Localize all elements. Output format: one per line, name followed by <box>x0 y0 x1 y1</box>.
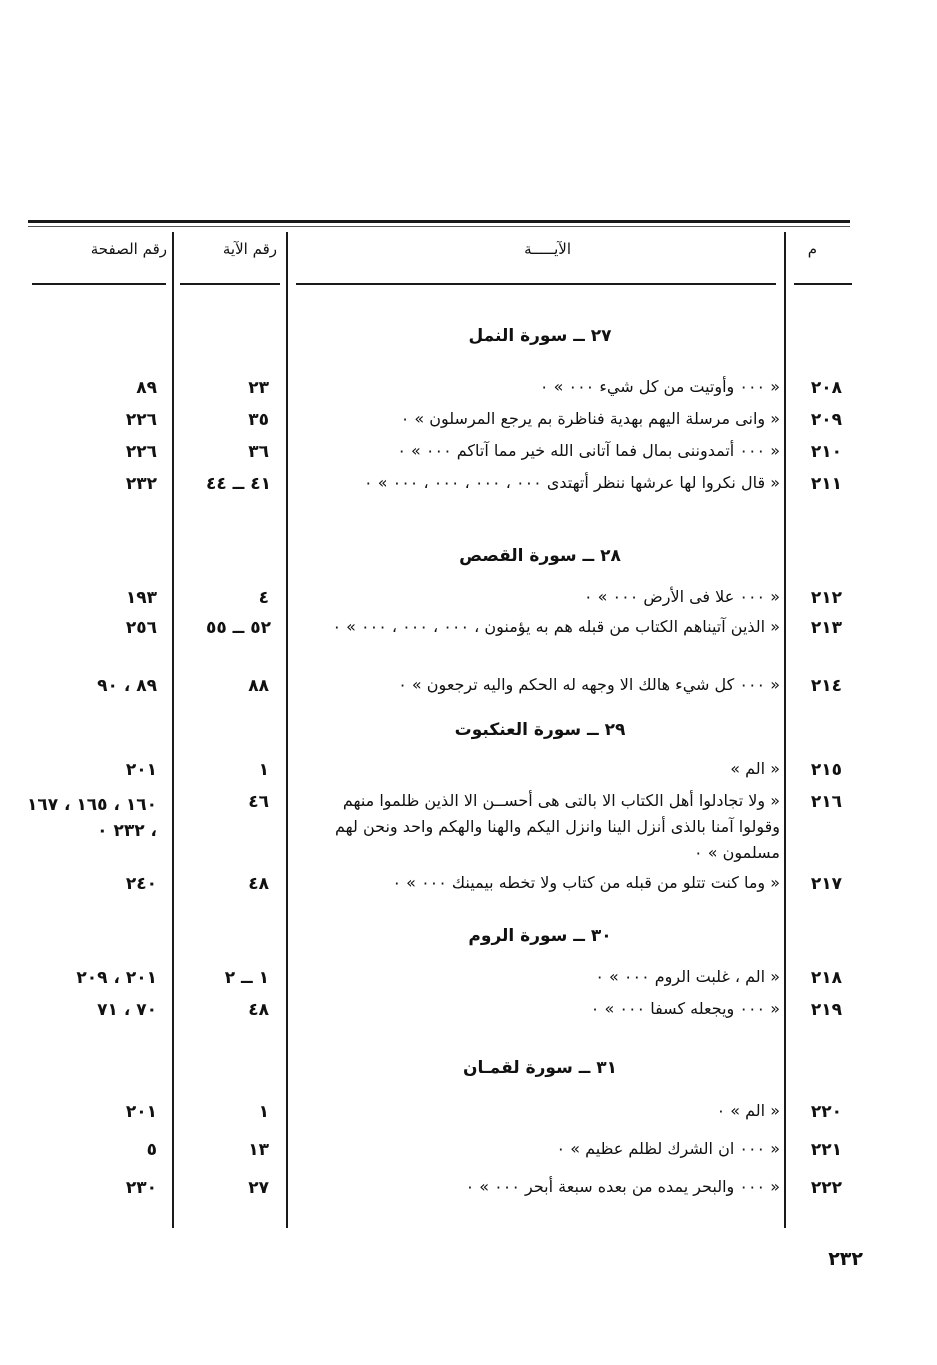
row-verse-text: « الذين آتيناهم الكتاب من قبله هم به يؤمنون ، ٠٠٠ ، ٠٠٠ ، ٠٠٠ » ٠ <box>332 617 780 636</box>
row-page-number: ٧٠ ، ٧١ <box>97 1000 157 1020</box>
row-index: ٢١٩ <box>810 1000 842 1020</box>
row-verse-text: « ٠٠٠ ان الشرك لظلم عظيم » ٠ <box>556 1139 780 1158</box>
column-divider <box>784 232 786 1228</box>
header-underline <box>794 283 852 285</box>
row-verse-number: ٥٢ ــ ٥٥ <box>206 618 271 638</box>
row-index: ٢٠٩ <box>810 410 842 430</box>
row-verse-number: ٢٧ <box>248 1178 269 1198</box>
row-verse-text: « ٠٠٠ والبحر يمده من بعده سبعة أبحر ٠٠٠ » ٠ <box>465 1177 780 1196</box>
header-verse-no: رقم الآية <box>222 240 277 258</box>
section-title: ٢٧ ــ سورة النمل <box>468 326 612 346</box>
row-verse-text: « ٠٠٠ ويجعله كسفا ٠٠٠ » ٠ <box>590 999 780 1018</box>
row-verse-text: « وما كنت تتلو من قبله من كتاب ولا تخطه بيمينك ٠٠٠ » ٠ <box>392 873 780 892</box>
section-title: ٣٠ ــ سورة الروم <box>468 926 612 946</box>
row-verse-number: ٢٣ <box>248 378 269 398</box>
header-underline <box>32 283 166 285</box>
row-index: ٢١٨ <box>810 968 842 988</box>
row-page-number: ٥ <box>146 1140 157 1160</box>
column-divider <box>172 232 174 1228</box>
row-index: ٢١٧ <box>810 874 842 894</box>
top-rule <box>28 220 850 223</box>
row-verse-number: ١ <box>258 1102 269 1122</box>
row-verse-number: ٤٨ <box>248 874 269 894</box>
section-title: ٣١ ــ سورة لقمـان <box>462 1058 618 1078</box>
row-page-number: ٢٥٦ <box>125 618 157 638</box>
row-verse-number: ١ <box>258 760 269 780</box>
row-verse-text: « وانى مرسلة اليهم بهدية فناظرة بم يرجع المرسلون » ٠ <box>400 409 780 428</box>
header-underline <box>180 283 280 285</box>
section-title: ٢٩ ــ سورة العنكبوت <box>454 720 626 740</box>
row-verse-number: ٤ <box>258 588 269 608</box>
header-verse: الآيـــــة <box>524 240 571 258</box>
row-index: ٢١١ <box>810 474 842 494</box>
row-page-number: ٢٢٦ <box>125 442 157 462</box>
row-page-number: ٢٠١ <box>125 760 157 780</box>
row-verse-text: « الم ، غلبت الروم ٠٠٠ » ٠ <box>595 967 780 986</box>
row-index: ٢٢٢ <box>810 1178 842 1198</box>
row-index: ٢١٣ <box>810 618 842 638</box>
row-verse-number: ٨٨ <box>248 676 269 696</box>
row-page-number: ٨٩ ، ٩٠ <box>97 676 157 696</box>
row-page-number: ٢٢٦ <box>125 410 157 430</box>
row-verse-text: « ٠٠٠ كل شيء هالك الا وجهه له الحكم واليه ترجعون » ٠ <box>398 675 780 694</box>
page-number: ٢٣٢ <box>828 1248 863 1270</box>
row-index: ٢١٦ <box>810 792 842 812</box>
row-verse-text: « ٠٠٠ وأوتيت من كل شيء ٠٠٠ » ٠ <box>539 377 780 396</box>
row-page-number: ٢٣٠ <box>125 1178 157 1198</box>
top-rule-thin <box>28 226 850 227</box>
row-page-number: ١٩٣ <box>125 588 157 608</box>
row-index: ٢٢٠ <box>810 1102 842 1122</box>
row-index: ٢١٢ <box>810 588 842 608</box>
row-verse-number: ٣٥ <box>248 410 269 430</box>
row-page-number: ٢٣٢ <box>125 474 157 494</box>
row-verse-number: ٤٦ <box>248 792 269 812</box>
row-index: ٢١٤ <box>810 676 842 696</box>
row-verse-text: « ولا تجادلوا أهل الكتاب الا بالتى هى أحســن الا الذين ظلموا منهم وقولوا آمنا بالذى أنزل الينا وانزل اليكم والهنا والهكم واحد ونحن لهم مسلمون » ٠ <box>334 791 780 862</box>
row-index: ٢٠٨ <box>810 378 842 398</box>
header-index: م <box>807 240 817 258</box>
row-index: ٢٢١ <box>810 1140 842 1160</box>
row-index: ٢١٥ <box>810 760 842 780</box>
header-underline <box>296 283 776 285</box>
row-page-number: ٢٤٠ <box>125 874 157 894</box>
row-verse-text: « الم » <box>730 759 780 778</box>
row-verse-text: « الم » ٠ <box>716 1101 780 1120</box>
column-divider <box>286 232 288 1228</box>
row-verse-number: ١ ــ ٢ <box>224 968 269 988</box>
header-page-no: رقم الصفحة <box>90 240 167 258</box>
row-verse-number: ٤٨ <box>248 1000 269 1020</box>
row-verse-text: « قال نكروا لها عرشها ننظر أتهتدى ٠٠٠ ، ٠٠٠ ، ٠٠٠ ، ٠٠٠ » ٠ <box>364 473 780 492</box>
row-page-number: ٢٠١ <box>125 1102 157 1122</box>
row-index: ٢١٠ <box>810 442 842 462</box>
row-verse-text: « ٠٠٠ علا فى الأرض ٠٠٠ » ٠ <box>583 587 780 606</box>
section-title: ٢٨ ــ سورة القصص <box>459 546 621 566</box>
row-verse-number: ٣٦ <box>248 442 269 462</box>
row-verse-number: ٤١ ــ ٤٤ <box>206 474 271 494</box>
row-verse-text: « ٠٠٠ أتمدوننى بمال فما آتانى الله خير مما آتاكم ٠٠٠ » ٠ <box>397 441 780 460</box>
row-page-number: ٨٩ <box>136 378 157 398</box>
row-page-number: ١٦٠ ، ١٦٥ ، ١٦٧ ، ٢٣٢ ٠ <box>26 795 157 841</box>
row-verse-number: ١٣ <box>248 1140 269 1160</box>
row-page-number: ٢٠١ ، ٢٠٩ <box>76 968 157 988</box>
